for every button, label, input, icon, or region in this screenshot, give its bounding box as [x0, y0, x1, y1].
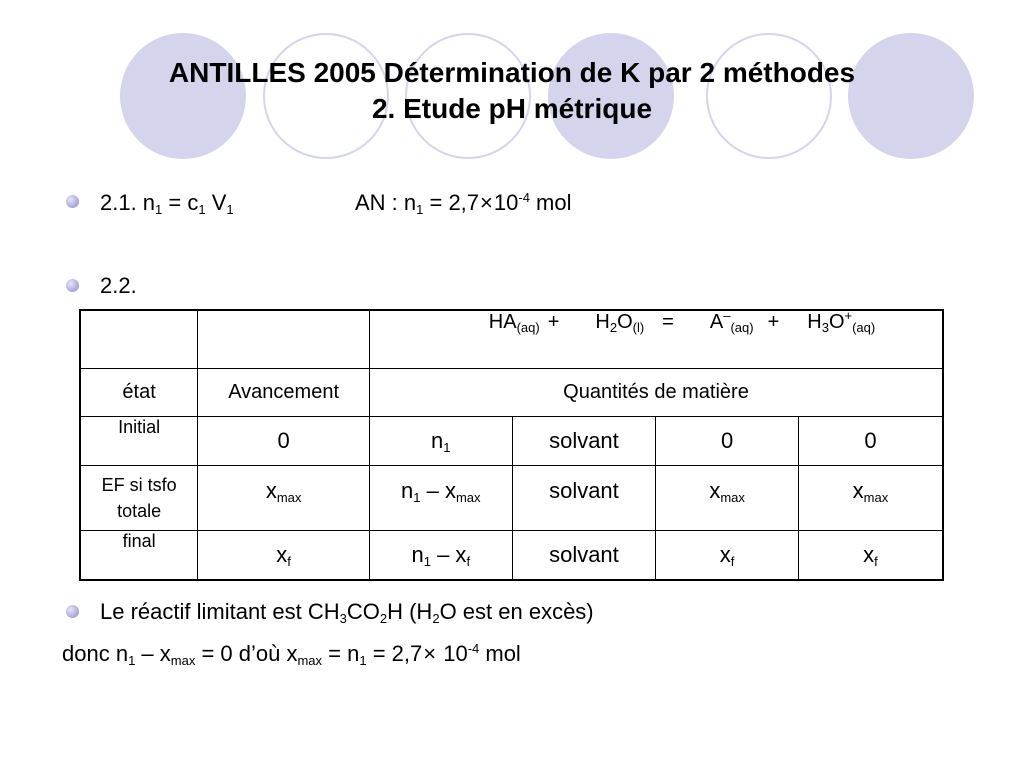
header-quantites: Quantités de matière: [369, 368, 943, 416]
title-line-1: ANTILLES 2005 Détermination de K par 2 méthodes: [168, 57, 856, 88]
table-row-equation: [80, 310, 943, 368]
cell-h3o: 0: [798, 416, 943, 465]
item-2-1-an: AN : $n_1 = 2,7\times 10^{-4}$ mol: [355, 190, 572, 217]
cell-ha: $n_1 - x_{max}$: [369, 465, 512, 530]
times-icon: ×: [423, 641, 437, 666]
cell-h2o: solvant: [512, 530, 656, 580]
cell-ha: $n_1 - x_f$: [369, 530, 512, 580]
header-etat: état: [80, 368, 198, 416]
bullet-icon: [66, 195, 79, 208]
conclusion-line-1: Le réactif limitant est $CH_3CO_2H$ ($H_2O$ est en excès): [100, 599, 594, 626]
cell-avancement: $x_f$: [198, 530, 370, 580]
bullet-icon: [66, 605, 79, 618]
reaction-equation: $HA_{(aq)} + H_2O_{(l)} = A^-_{(aq)} + H_3O^+_{(aq)}$: [369, 310, 943, 368]
conclusion-line-2: donc $n_1 - x_{max} = 0$ d’où $x_{max} = n_1 = 2,7\times 10^{-4}$ mol: [62, 641, 521, 668]
slide-title: [0, 55, 1024, 127]
header-avancement: Avancement: [198, 368, 370, 416]
table-row-ef: [80, 465, 943, 530]
cell-a: $x_{max}$: [656, 465, 799, 530]
row-label-initial: Initial: [80, 416, 198, 465]
table-row-header: [80, 368, 943, 416]
table-row-initial: [80, 416, 943, 465]
table-cell-empty: [198, 310, 370, 368]
item-2-2: 2.2.: [100, 273, 137, 298]
row-label-ef: EF si tsfo totale: [80, 465, 198, 530]
table-row-final: [80, 530, 943, 580]
cell-h2o: solvant: [512, 465, 656, 530]
cell-a: 0: [656, 416, 799, 465]
cell-h2o: solvant: [512, 416, 656, 465]
title-line-2: 2. Etude pH métrique: [371, 93, 653, 124]
avancement-table: [79, 309, 944, 581]
cell-ha: $n_1$: [369, 416, 512, 465]
cell-avancement: $x_{max}$: [198, 465, 370, 530]
times-icon: ×: [480, 190, 493, 215]
bullet-icon: [66, 279, 79, 292]
cell-avancement: 0: [198, 416, 370, 465]
cell-a: $x_f$: [656, 530, 799, 580]
cell-h3o: $x_{max}$: [798, 465, 943, 530]
table-cell-empty: [80, 310, 198, 368]
cell-h3o: $x_f$: [798, 530, 943, 580]
item-2-1: 2.1. $n_1 = c_1$ $V_1$: [100, 190, 234, 217]
row-label-final: final: [80, 530, 198, 580]
